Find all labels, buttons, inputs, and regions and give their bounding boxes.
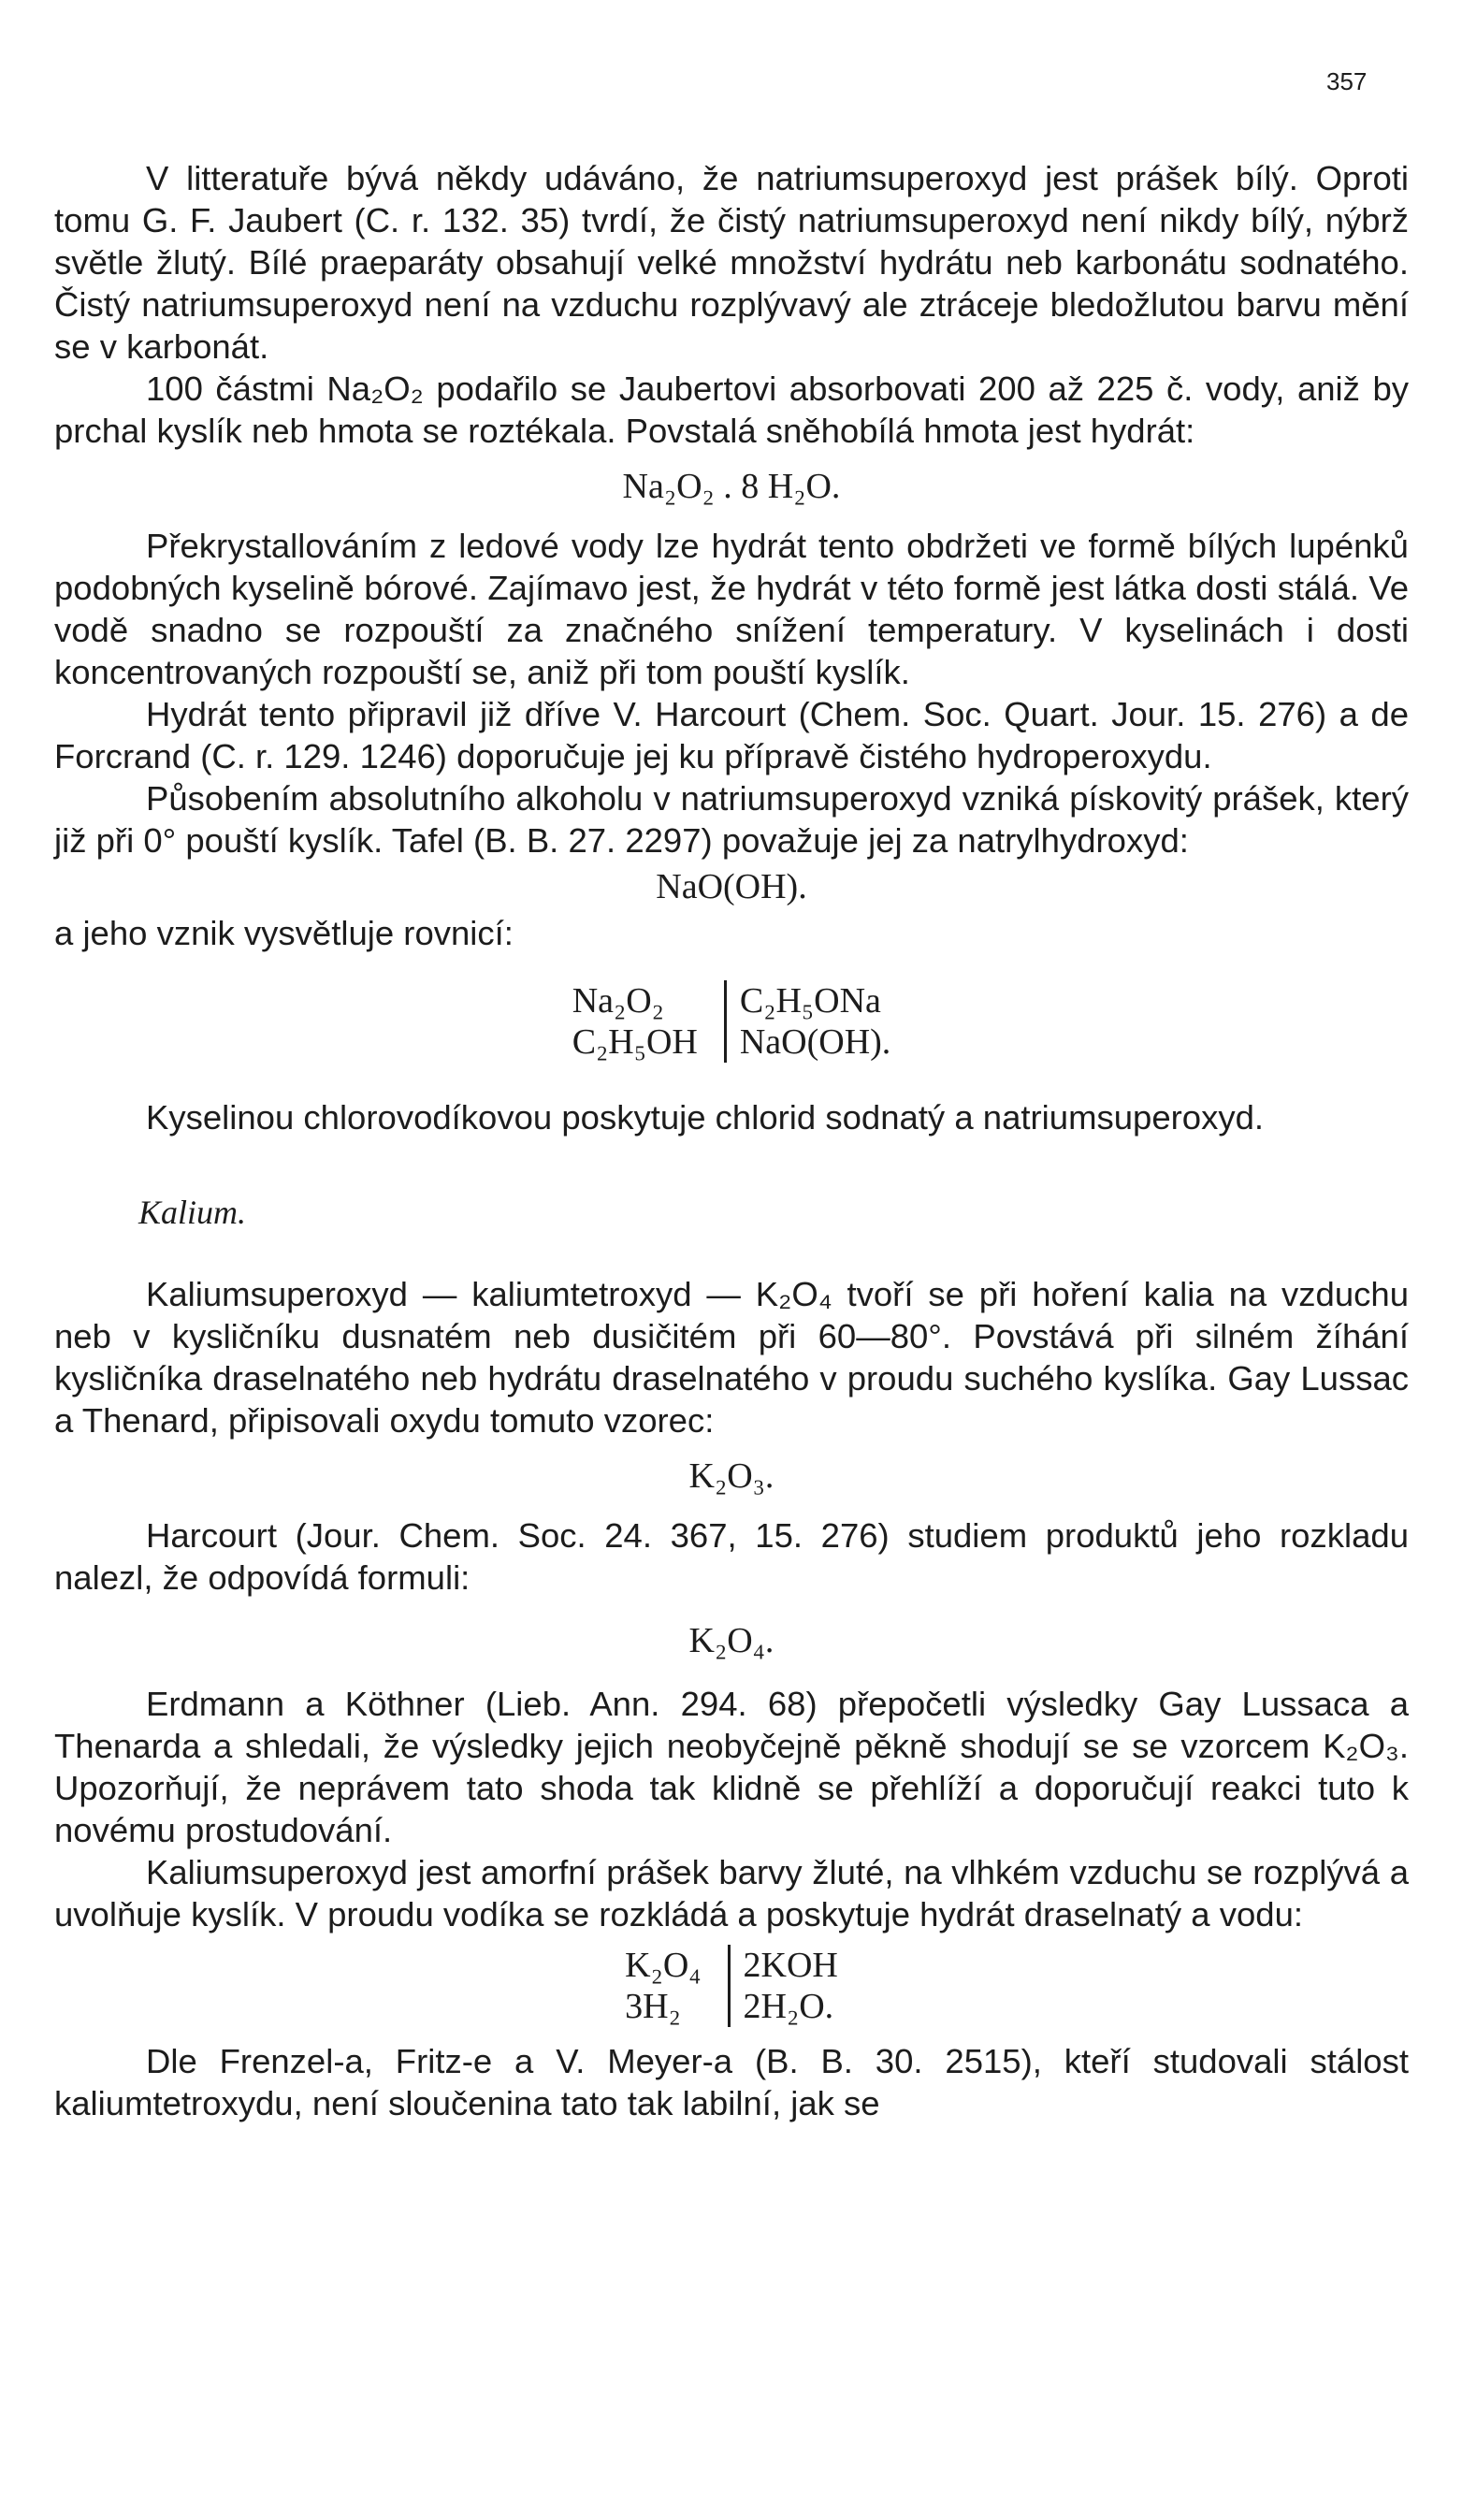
equation-term: Na₂O₂ [572,981,664,1021]
paragraph: Dle Frenzel-a, Fritz-e a V. Meyer-a (B. B. 30. 2515), kteří studovali stálost kaliumtetroxydu, není sloučenina tato tak labilní, jak se [54,2042,1409,2122]
equation-right [728,1945,838,2027]
formula-k2o4: K₂O₄. [688,1621,774,1660]
equation-hydrogen [54,1945,1409,2027]
equation-tafel [54,980,1409,1063]
equation-term: 2H₂O. [743,1987,834,2026]
paragraph: V litteratuře bývá někdy udáváno, že natriumsuperoxyd jest prášek bílý. Oproti tomu G. F. Jaubert (C. r. 132. 35) tvrdí, že čistý natriumsuperoxyd není nikdy bílý, nýbrž světle žlutý. Bílé praeparáty obsahují velké množství hydrátu neb karbonátu sodnatého. Čistý natriumsuperoxyd není na vzduchu rozplývavý ale ztráceje bledožlutou barvu mění se v karbonát. [54,159,1409,366]
formula-hydrate: Na₂O₂ . 8 H₂O. [622,467,841,506]
paragraph: 100 částmi Na₂O₂ podařilo se Jaubertovi absorbovati 200 až 225 č. vody, aniž by prchal kyslík neb hmota se roztékala. Povstalá sněhobílá hmota jest hydrát: [54,369,1409,450]
paragraph: Hydrát tento připravil již dříve V. Harcourt (Chem. Soc. Quart. Jour. 15. 276) a de Forcrand (C. r. 129. 1246) doporučuje jej ku přípravě čistého hydroperoxydu. [54,695,1409,775]
formula-k2o3: K₂O₃. [688,1456,774,1496]
equation-term: 3H₂ [625,1987,681,2026]
page-body [54,157,1409,2124]
paragraph: Harcourt (Jour. Chem. Soc. 24. 367, 15. 276) studiem produktů jeho rozkladu nalezl, že odpovídá formuli: [54,1516,1409,1597]
paragraph: Kaliumsuperoxyd — kaliumtetroxyd — K₂O₄ tvoří se při hoření kalia na vzduchu neb v kysličníku dusnatém neb dusičitém při 60—80°. Povstává při silném žíhání kysličníka draselnatého neb hydrátu draselnatého v proudu suchého kyslíka. Gay Lussac a Thenard, připisovali oxydu tomuto vzorec: [54,1275,1409,1440]
equation-left [625,1945,727,2027]
paragraph: a jeho vznik vysvětluje rovnicí: [54,914,514,952]
paragraph: Působením absolutního alkoholu v natriumsuperoxyd vzniká pískovitý prášek, který již při 0° pouští kyslík. Tafel (B. B. 27. 2297) považuje jej za natrylhydroxyd: [54,779,1409,860]
page-number: 357 [1326,67,1368,95]
equation-right [724,980,890,1063]
paragraph: Kyselinou chlorovodíkovou poskytuje chlorid sodnatý a natriumsuperoxyd. [146,1098,1265,1137]
formula-natrylhydroxyd: NaO(OH). [656,867,807,906]
equation-term: NaO(OH). [739,1022,891,1062]
equation-term: C₂H₅OH [572,1022,698,1062]
paragraph: Kaliumsuperoxyd jest amorfní prášek barvy žluté, na vlhkém vzduchu se rozplývá a uvolňuje kyslík. V proudu vodíka se rozkládá a poskytuje hydrát draselnatý a vodu: [54,1853,1409,1933]
section-heading: Kalium. [138,1194,247,1231]
equation-left [572,980,724,1063]
equation-term: 2KOH [743,1946,838,1985]
paragraph: Překrystallováním z ledové vody lze hydrát tento obdržeti ve formě bílých lupénků podobných kyselině bórové. Zajímavo jest, že hydrát v této formě jest látka dosti stálá. Ve vodě snadno se rozpouští za značného snížení temperatury. V kyselinách i dosti koncentrovaných rozpouští se, aniž při tom pouští kyslík. [54,527,1409,691]
equation-term: K₂O₄ [625,1946,702,1985]
equation-term: C₂H₅ONa [739,981,881,1021]
paragraph: Erdmann a Köthner (Lieb. Ann. 294. 68) přepočetli výsledky Gay Lussaca a Thenarda a shledali, že výsledky jejich neobyčejně pěkně shodují se se vzorcem K₂O₃. Upozorňují, že neprávem tato shoda tak klidně se přehlíží a doporučují reakci tuto k novému prostudování. [54,1685,1409,1849]
